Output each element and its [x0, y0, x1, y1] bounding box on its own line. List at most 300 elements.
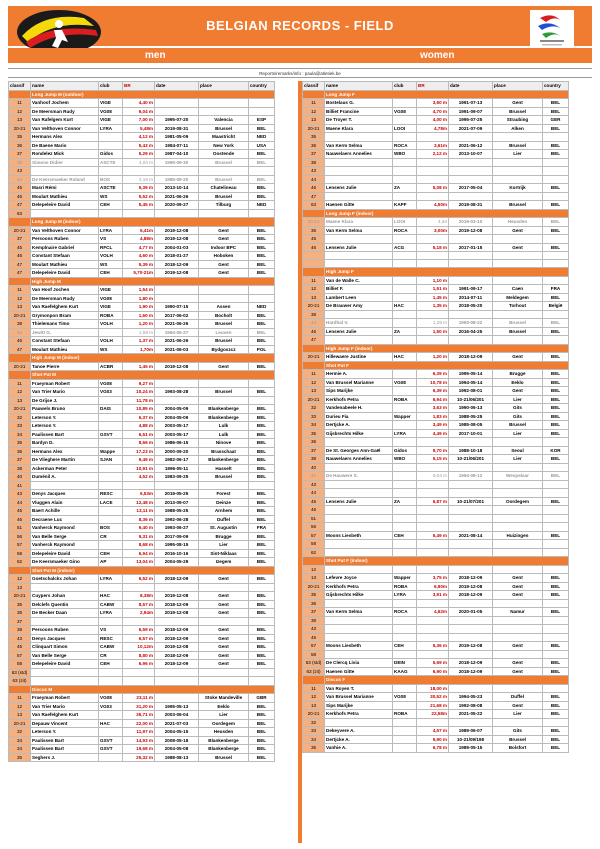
- place-cell: Chatelineau: [199, 184, 249, 193]
- country-cell: BEL: [249, 192, 275, 201]
- date-cell: [155, 107, 199, 116]
- classif-cell: 12: [9, 107, 31, 116]
- country-cell: BEL: [543, 497, 569, 506]
- record-cell: 9,90 m: [417, 735, 449, 744]
- record-cell: [417, 192, 449, 201]
- column-header: BR: [417, 82, 449, 91]
- country-cell: BEL: [249, 541, 275, 550]
- place-cell: Arnhem: [199, 507, 249, 516]
- club-cell: CEH: [393, 531, 417, 540]
- country-cell: KOR: [543, 446, 569, 455]
- place-cell: Brussel: [199, 753, 249, 762]
- date-cell: 1983-09-25: [155, 473, 199, 482]
- classif-cell: 51: [9, 524, 31, 533]
- club-cell: LYRA: [99, 575, 123, 584]
- record-row: [303, 540, 569, 549]
- name-cell: Kerkhofs Petra: [325, 710, 393, 719]
- classif-cell: 56: [303, 523, 325, 532]
- record-cell: 8,80 m: [123, 651, 155, 660]
- record-cell: 5,52 m: [123, 192, 155, 201]
- date-cell: 2013-10-07: [449, 150, 493, 159]
- date-cell: [155, 294, 199, 303]
- name-cell: Van Belle Serge: [31, 532, 99, 541]
- place-cell: [199, 396, 249, 405]
- record-cell: [123, 167, 155, 176]
- record-cell: 5,29 m: [123, 150, 155, 159]
- date-cell: 10-21/06/201: [449, 455, 493, 464]
- country-cell: BEL: [249, 626, 275, 635]
- country-cell: BEL: [543, 421, 569, 430]
- club-cell: HAC: [99, 592, 123, 601]
- section-classif-cell: [9, 371, 31, 380]
- place-cell: [493, 540, 543, 549]
- date-cell: 1990-06-13: [449, 404, 493, 413]
- place-cell: Gits: [493, 412, 543, 421]
- country-cell: BEL: [543, 412, 569, 421]
- name-cell: Van Belle Serge: [31, 651, 99, 660]
- place-cell: Alken: [493, 124, 543, 133]
- name-cell: [325, 540, 393, 549]
- classif-cell: 40: [303, 463, 325, 472]
- club-cell: VIGE: [99, 99, 123, 108]
- record-cell: 6,87 m: [417, 497, 449, 506]
- place-cell: Gent: [493, 667, 543, 676]
- date-cell: 2019-12-08: [155, 362, 199, 371]
- place-cell: Brugge: [199, 532, 249, 541]
- place-cell: [199, 294, 249, 303]
- column-divider: [298, 81, 302, 843]
- club-cell: VOLH: [99, 337, 123, 346]
- record-row: [303, 565, 569, 574]
- date-cell: 2018-12-09: [449, 667, 493, 676]
- country-cell: BEL: [543, 319, 569, 328]
- record-cell: 5,39 m: [123, 184, 155, 193]
- place-cell: Gent: [199, 260, 249, 269]
- classif-cell: 44: [303, 489, 325, 498]
- club-cell: ROCA: [393, 141, 417, 150]
- country-cell: België: [543, 302, 569, 311]
- classif-cell: 11: [9, 379, 31, 388]
- record-cell: 12,48 m: [123, 498, 155, 507]
- record-row: [9, 124, 275, 133]
- country-cell: [249, 209, 275, 218]
- record-cell: [417, 633, 449, 642]
- name-cell: Kerkhofs Petra: [325, 395, 393, 404]
- classif-cell: 46: [303, 506, 325, 515]
- record-cell: 3,63 m: [417, 404, 449, 413]
- record-row: [9, 549, 275, 558]
- name-cell: Hermie A.: [325, 370, 393, 379]
- name-cell: Van Rafelgem Kurt: [31, 116, 99, 125]
- club-cell: Gidos: [393, 446, 417, 455]
- place-cell: [493, 158, 543, 167]
- record-cell: 3,60 m: [417, 99, 449, 108]
- place-cell: [493, 633, 543, 642]
- club-cell: [393, 472, 417, 481]
- place-cell: Gits: [493, 727, 543, 736]
- record-cell: 1,83 m: [417, 412, 449, 421]
- country-cell: BEL: [249, 634, 275, 643]
- record-row: [9, 609, 275, 618]
- record-cell: 4,77 m: [123, 243, 155, 252]
- club-cell: VIGE: [99, 116, 123, 125]
- club-cell: [99, 583, 123, 592]
- name-cell: Kemplnaire Gabriel: [31, 243, 99, 252]
- record-row: [303, 226, 569, 235]
- country-cell: BEL: [249, 124, 275, 133]
- record-cell: 11,97 m: [123, 728, 155, 737]
- column-header: date: [155, 82, 199, 91]
- record-row: [303, 718, 569, 727]
- name-cell: Moulart Mathieu: [31, 345, 99, 354]
- club-cell: LACE: [99, 498, 123, 507]
- club-cell: VG08: [99, 294, 123, 303]
- country-cell: BEL: [249, 320, 275, 329]
- section-header: [9, 218, 275, 227]
- record-cell: [123, 668, 155, 677]
- club-cell: CR: [99, 651, 123, 660]
- date-cell: 1993-08-22: [449, 319, 493, 328]
- club-cell: [99, 141, 123, 150]
- country-cell: [249, 583, 275, 592]
- classif-cell: 47: [9, 345, 31, 354]
- name-cell: [31, 167, 99, 176]
- record-cell: 1,35 m: [417, 302, 449, 311]
- name-cell: Van Kerm Selma: [325, 226, 393, 235]
- name-cell: Vanherck Raymond: [31, 524, 99, 533]
- classif-cell: 36: [303, 599, 325, 608]
- club-cell: GSVT: [99, 430, 123, 439]
- men-label: men: [145, 50, 166, 61]
- country-cell: BEL: [249, 226, 275, 235]
- name-cell: Gijsbrechts Hilke: [325, 429, 393, 438]
- column-header: place: [493, 82, 543, 91]
- date-cell: 2017-06-02: [155, 311, 199, 320]
- record-cell: 6,90m: [417, 582, 449, 591]
- date-cell: 2019-12-08: [449, 582, 493, 591]
- classif-cell: 33: [303, 727, 325, 736]
- club-cell: [393, 463, 417, 472]
- column-header: BR: [123, 82, 155, 91]
- place-cell: [493, 514, 543, 523]
- classif-cell: 57: [303, 531, 325, 540]
- record-row: [303, 167, 569, 176]
- record-row: [303, 421, 569, 430]
- date-cell: 1985-08-05: [449, 421, 493, 430]
- club-cell: [393, 506, 417, 515]
- club-cell: [393, 404, 417, 413]
- record-cell: 5,48m: [123, 124, 155, 133]
- country-cell: GER: [543, 116, 569, 125]
- record-row: [9, 269, 275, 278]
- place-cell: Blankenberge: [199, 745, 249, 754]
- country-cell: BEL: [249, 439, 275, 448]
- club-cell: LYRA: [393, 591, 417, 600]
- place-cell: Gent: [199, 235, 249, 244]
- name-cell: Van Raefelghem Kurt: [31, 711, 99, 720]
- club-cell: [393, 701, 417, 710]
- country-cell: BEL: [543, 378, 569, 387]
- record-row: [9, 388, 275, 397]
- classif-cell: 20-21: [303, 353, 325, 362]
- classif-cell: 47: [303, 192, 325, 201]
- country-cell: [543, 514, 569, 523]
- place-cell: Gent: [199, 651, 249, 660]
- record-cell: 1,45 m: [417, 293, 449, 302]
- country-cell: [543, 310, 569, 319]
- record-cell: 1,37 m: [123, 337, 155, 346]
- name-cell: Baert Achille: [31, 507, 99, 516]
- date-cell: 2016-04-25: [449, 327, 493, 336]
- record-cell: [417, 336, 449, 345]
- record-row: [303, 472, 569, 481]
- place-cell: Brussel: [199, 124, 249, 133]
- record-cell: 14,93 m: [123, 736, 155, 745]
- name-cell: Lambert Leen: [325, 293, 393, 302]
- club-cell: [393, 489, 417, 498]
- record-row: [9, 328, 275, 337]
- country-cell: BEL: [249, 753, 275, 762]
- record-row: [303, 302, 569, 311]
- record-cell: 6,57 m: [123, 634, 155, 643]
- club-cell: [393, 158, 417, 167]
- club-cell: [99, 473, 123, 482]
- name-cell: Duménil A.: [31, 473, 99, 482]
- classif-cell: 57: [303, 642, 325, 651]
- country-cell: [543, 438, 569, 447]
- name-cell: Lensens Julie: [325, 243, 393, 252]
- classif-cell: 20-21: [9, 405, 31, 414]
- place-cell: [493, 548, 543, 557]
- record-cell: 4,88 m: [123, 422, 155, 431]
- section-title: High Jump M (indoor): [31, 354, 275, 363]
- place-cell: [199, 99, 249, 108]
- place-cell: Gent: [493, 582, 543, 591]
- date-cell: [449, 438, 493, 447]
- date-cell: 2016-10-16: [155, 549, 199, 558]
- club-cell: [393, 523, 417, 532]
- club-cell: [393, 235, 417, 244]
- date-cell: 1991-09-07: [449, 107, 493, 116]
- date-cell: 1995-08-15: [155, 541, 199, 550]
- date-cell: 1995-07-20: [155, 116, 199, 125]
- record-row: [303, 378, 569, 387]
- column-header: club: [99, 82, 123, 91]
- classif-cell: 46: [303, 243, 325, 252]
- country-cell: BEL: [249, 549, 275, 558]
- classif-cell: 44: [303, 175, 325, 184]
- place-cell: Gent: [199, 592, 249, 601]
- place-cell: [199, 209, 249, 218]
- name-cell: Nauwelaers Annelies: [325, 455, 393, 464]
- record-cell: 1,20 m: [123, 320, 155, 329]
- club-cell: HAC: [393, 353, 417, 362]
- club-cell: SJAN: [99, 456, 123, 465]
- record-row: [303, 608, 569, 617]
- classif-cell: 44: [9, 175, 31, 184]
- club-cell: [393, 293, 417, 302]
- section-classif-cell: [9, 566, 31, 575]
- place-cell: Assen: [199, 303, 249, 312]
- record-cell: 6,78 m: [417, 744, 449, 753]
- record-cell: 5,18 m: [417, 243, 449, 252]
- record-cell: [417, 514, 449, 523]
- classif-cell: 34: [9, 745, 31, 754]
- record-cell: 6,90 m: [417, 667, 449, 676]
- record-row: [303, 591, 569, 600]
- country-cell: FRA: [543, 285, 569, 294]
- place-cell: [199, 583, 249, 592]
- date-cell: 2018-12-09: [155, 575, 199, 584]
- name-cell: Haenen Gitte: [325, 201, 393, 210]
- place-cell: Eeklo: [493, 378, 543, 387]
- name-cell: [325, 175, 393, 184]
- place-cell: Stoke Mandeville: [199, 694, 249, 703]
- club-cell: [393, 616, 417, 625]
- country-cell: BEL: [543, 141, 569, 150]
- name-cell: Van Trier Mario: [31, 388, 99, 397]
- country-cell: [543, 684, 569, 693]
- record-row: [303, 192, 569, 201]
- country-cell: [543, 260, 569, 268]
- classif-cell: 43: [303, 167, 325, 176]
- section-header: [303, 344, 569, 353]
- section-header: [9, 685, 275, 694]
- record-cell: 4,62m: [417, 608, 449, 617]
- date-cell: [155, 583, 199, 592]
- classif-cell: 13: [303, 574, 325, 583]
- section-classif-cell: [9, 685, 31, 694]
- place-cell: Lier: [199, 541, 249, 550]
- record-row: [303, 506, 569, 515]
- club-cell: [393, 625, 417, 634]
- record-row: [303, 293, 569, 302]
- date-cell: [155, 209, 199, 218]
- record-cell: [417, 158, 449, 167]
- date-cell: 1995-05-13: [155, 702, 199, 711]
- date-cell: [449, 167, 493, 176]
- club-cell: ROBA: [393, 582, 417, 591]
- club-cell: [99, 507, 123, 516]
- record-row: [303, 659, 569, 668]
- name-cell: De Keersmaeker Gino: [31, 558, 99, 567]
- club-cell: VS: [99, 626, 123, 635]
- place-cell: Lier: [493, 710, 543, 719]
- classif-cell: 63 (zit): [303, 667, 325, 676]
- club-cell: VG08: [393, 378, 417, 387]
- record-row: [9, 719, 275, 728]
- club-cell: HAC: [99, 719, 123, 728]
- section-header: [9, 371, 275, 380]
- place-cell: [199, 167, 249, 176]
- place-cell: [493, 167, 543, 176]
- record-row: [303, 310, 569, 319]
- name-cell: Delclefs Quentin: [31, 600, 99, 609]
- name-cell: De Meersman Rudy: [31, 107, 99, 116]
- record-cell: 4,50m: [417, 201, 449, 210]
- name-cell: [31, 677, 99, 686]
- place-cell: Brussel: [493, 327, 543, 336]
- club-cell: CEH: [99, 660, 123, 669]
- women-label: women: [420, 50, 455, 61]
- club-cell: VOLH: [99, 252, 123, 261]
- name-cell: [325, 625, 393, 634]
- name-cell: Thielemans Timo: [31, 320, 99, 329]
- record-row: [9, 634, 275, 643]
- place-cell: Leuven: [199, 328, 249, 337]
- date-cell: 10-21/09/198: [449, 735, 493, 744]
- club-cell: [99, 464, 123, 473]
- name-cell: [325, 158, 393, 167]
- place-cell: [493, 616, 543, 625]
- country-cell: [249, 617, 275, 626]
- classif-cell: 36: [9, 141, 31, 150]
- name-cell: Dekeyvere A.: [325, 727, 393, 736]
- country-cell: [543, 252, 569, 260]
- record-cell: [417, 310, 449, 319]
- name-cell: [325, 167, 393, 176]
- header-row: [9, 82, 275, 91]
- name-cell: Simons Didier: [31, 158, 99, 167]
- place-cell: Lulk: [199, 422, 249, 431]
- name-cell: Van Trier Mario: [31, 702, 99, 711]
- club-cell: [99, 209, 123, 218]
- country-cell: [543, 633, 569, 642]
- date-cell: 2018-01-27: [155, 252, 199, 261]
- record-cell: 6,94 m: [417, 395, 449, 404]
- classif-cell: 47: [9, 260, 31, 269]
- record-cell: 5,43 m: [123, 141, 155, 150]
- club-cell: [393, 633, 417, 642]
- record-cell: 5,41m: [123, 226, 155, 235]
- classif-cell: 58: [303, 540, 325, 549]
- club-cell: Gidos: [99, 150, 123, 159]
- country-cell: BEL: [249, 498, 275, 507]
- country-cell: BEL: [543, 404, 569, 413]
- date-cell: 2021-06-26: [155, 192, 199, 201]
- women-records: [302, 81, 592, 753]
- country-cell: [249, 379, 275, 388]
- club-cell: [393, 735, 417, 744]
- classif-cell: 45: [303, 235, 325, 244]
- record-row: [303, 319, 569, 328]
- classif-cell: 38: [303, 616, 325, 625]
- classif-cell: 12: [9, 575, 31, 584]
- record-row: [9, 532, 275, 541]
- record-row: [9, 736, 275, 745]
- record-cell: 17,23 m: [123, 447, 155, 456]
- record-row: [9, 141, 275, 150]
- country-cell: [543, 565, 569, 574]
- name-cell: Denys Jacques: [31, 634, 99, 643]
- date-cell: 1982-06-17: [155, 456, 199, 465]
- record-row: [9, 235, 275, 244]
- date-cell: 2008-05-18: [155, 736, 199, 745]
- name-cell: Van Royen T.: [325, 684, 393, 693]
- section-title: Long Jump F (indoor): [325, 209, 569, 218]
- record-row: [303, 523, 569, 532]
- classif-cell: 46: [9, 252, 31, 261]
- date-cell: 2018-12-09: [155, 600, 199, 609]
- record-cell: [417, 175, 449, 184]
- record-cell: [417, 438, 449, 447]
- name-cell: Denys Jacques: [31, 490, 99, 499]
- record-cell: 25,32 m: [123, 753, 155, 762]
- record-row: [9, 583, 275, 592]
- record-cell: 4,57 m: [417, 727, 449, 736]
- country-cell: BEL: [543, 201, 569, 210]
- name-cell: Moons Liesbeth: [325, 642, 393, 651]
